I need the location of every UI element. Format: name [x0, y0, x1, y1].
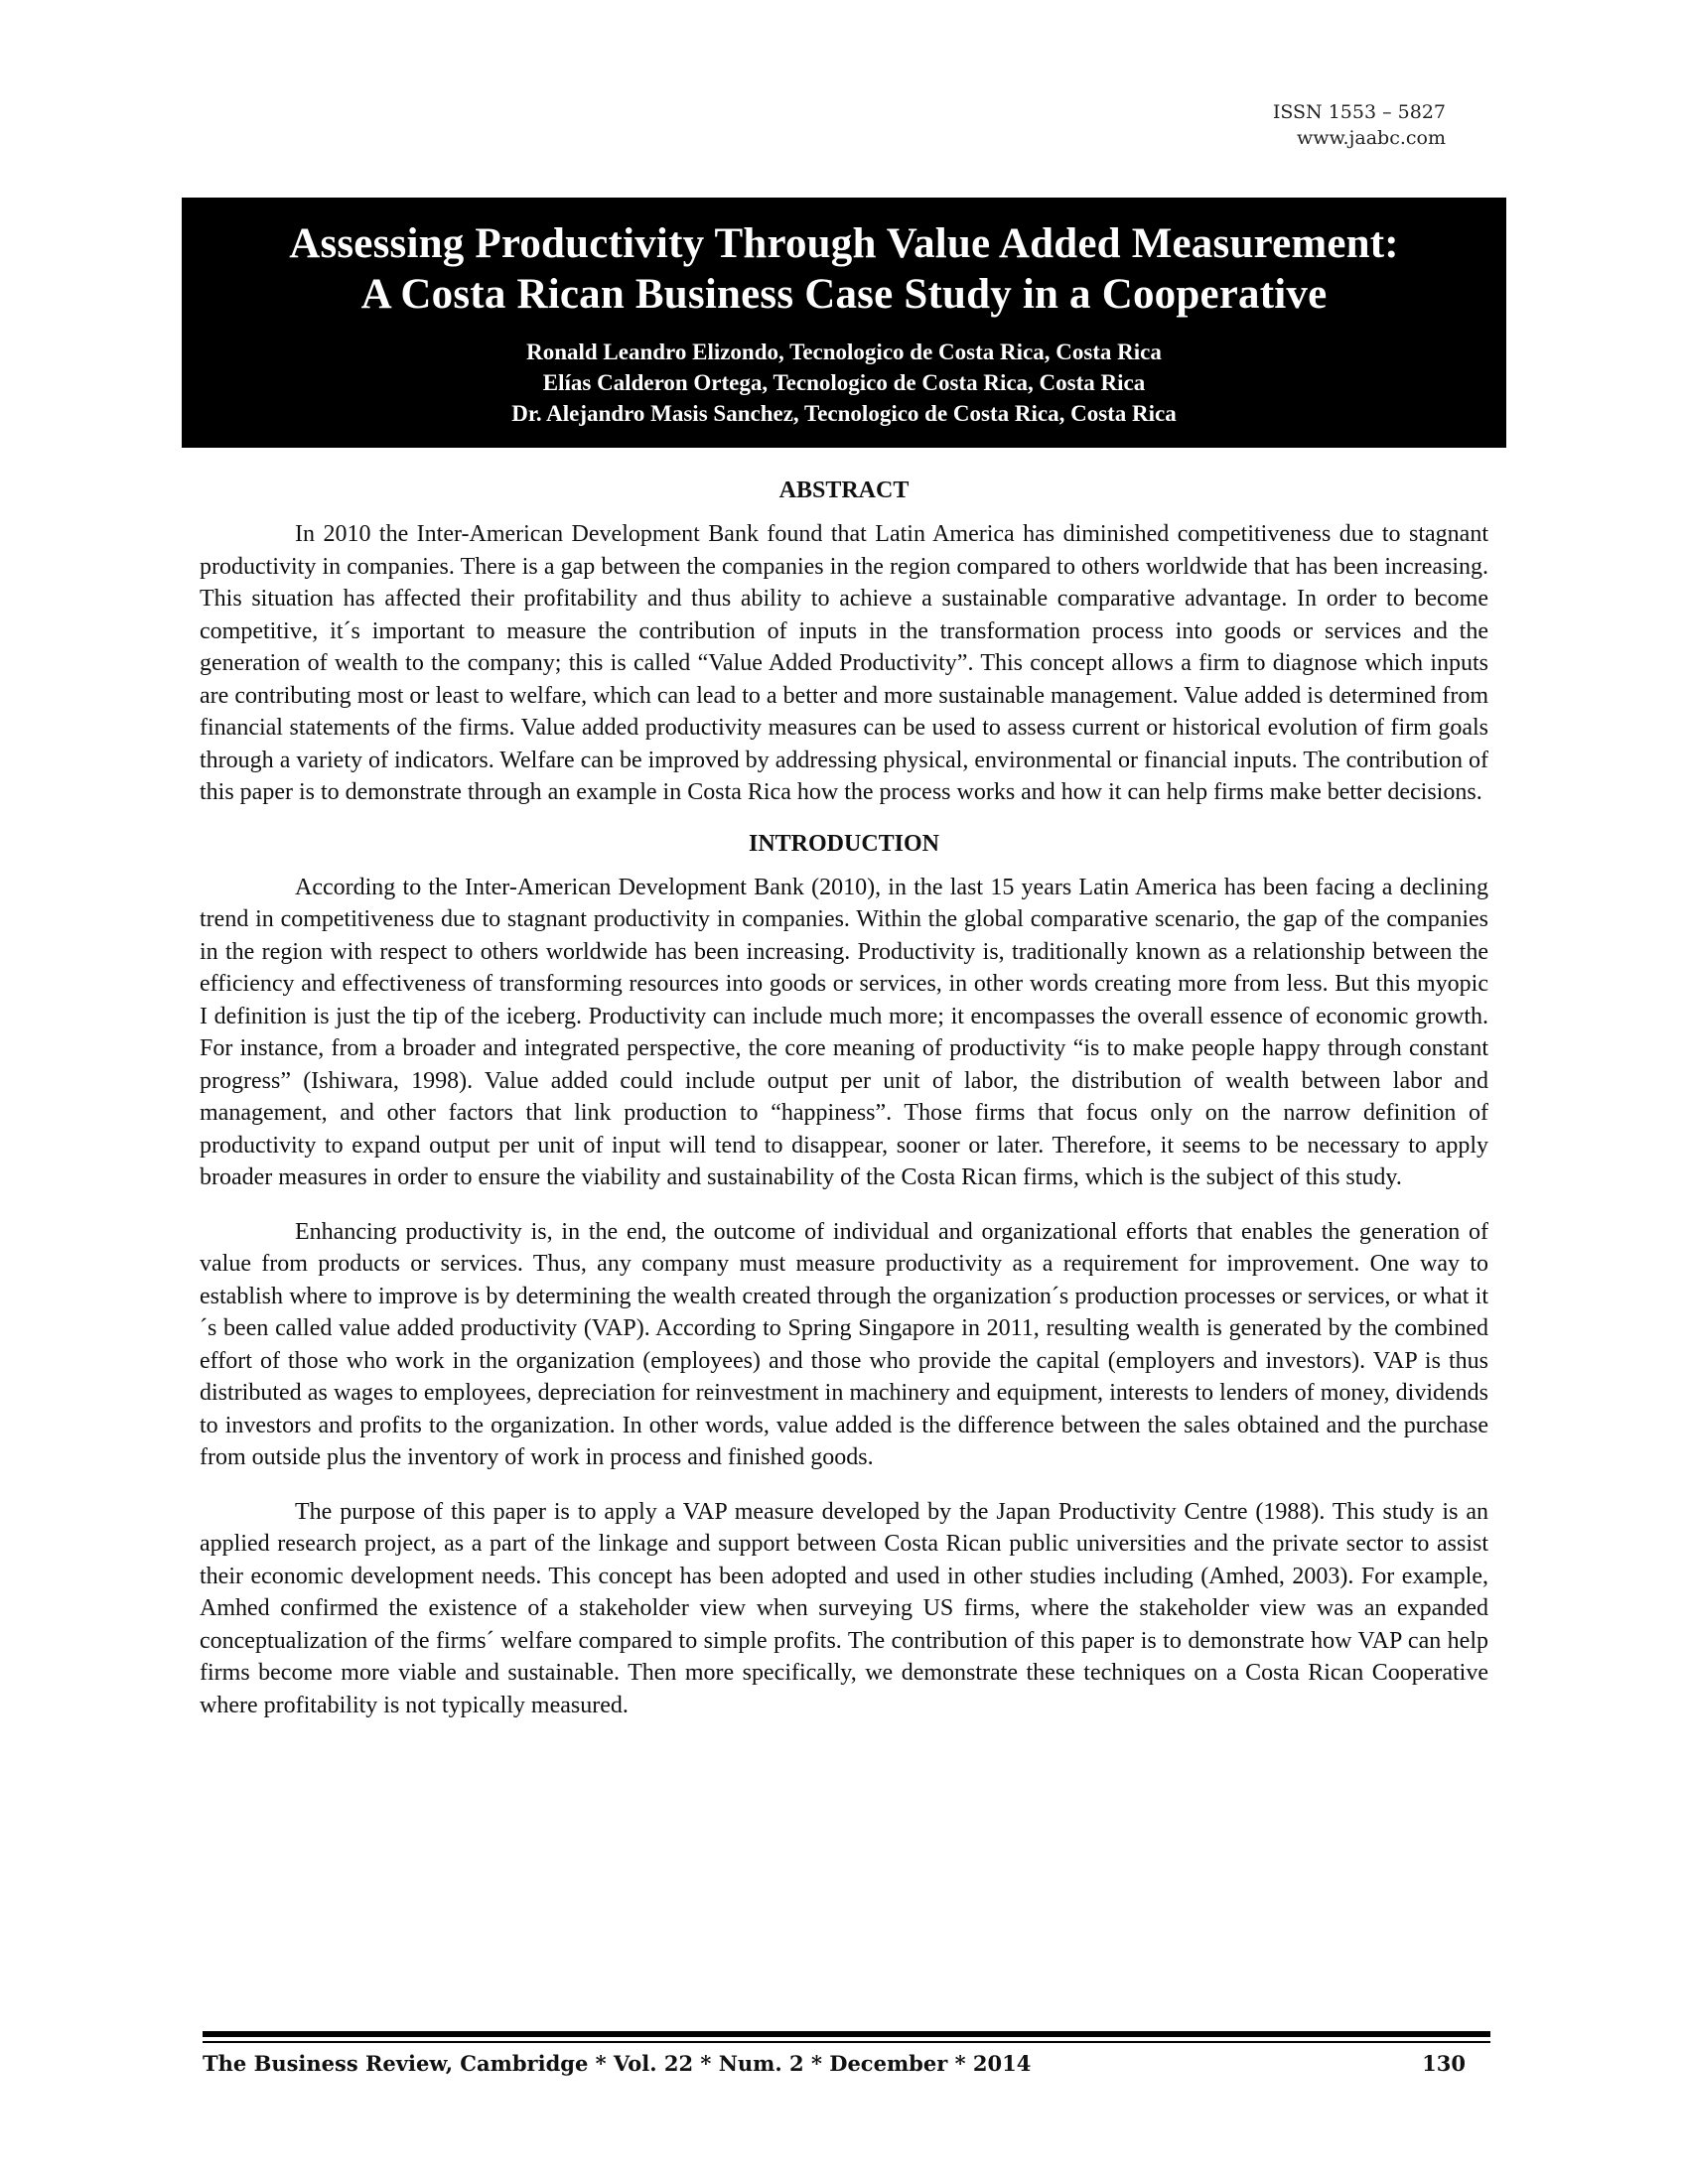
- paper-body: [200, 475, 1488, 1721]
- abstract-text: In 2010 the Inter-American Development Bank found that Latin America has diminished competitiveness due to stagnant productivity in companies. There is a gap between the companies in the region compared to others worldwide that has been increasing. This situation has affected their profitability and thus ability to achieve a sustainable comparative advantage. In order to become competitive, it´s important to measure the contribution of inputs in the transformation process into goods or services and the generation of wealth to the company; this is called “Value Added Productivity”. This concept allows a firm to diagnose which inputs are contributing most or least to welfare, which can lead to a better and more sustainable management. Value added is determined from financial statements of the firms. Value added productivity measures can be used to assess current or historical evolution of firm goals through a variety of indicators. Welfare can be improved by addressing physical, environmental or financial inputs. The contribution of this paper is to demonstrate through an example in Costa Rica how the process works and how it can help firms make better decisions.: [200, 521, 1488, 805]
- author-2: Elías Calderon Ortega, Tecnologico de Costa Rica, Costa Rica: [542, 370, 1146, 395]
- paper-title-line-2: A Costa Rican Business Case Study in a Cooperative: [360, 271, 1328, 318]
- author-list: [182, 337, 1506, 429]
- footer-journal-citation: The Business Review, Cambridge * Vol. 22 * Num. 2 * December * 2014: [203, 2051, 1032, 2076]
- abstract-heading: ABSTRACT: [778, 478, 910, 503]
- intro-paragraph-2: Enhancing productivity is, in the end, the outcome of individual and organizational efforts that enables the generation of value from products or services. Thus, any company must measure productivity as a requirement for improvement. One way to establish where to improve is by determining the wealth created through the organization´s production processes or services, or what it´s been called value added productivity (VAP). According to Spring Singapore in 2011, resulting wealth is generated by the combined effort of those who work in the organization (employees) and those who provide the capital (employers and investors). VAP is thus distributed as wages to employees, depreciation for reinvestment in machinery and equipment, interests to lenders of money, dividends to investors and profits to the organization. In other words, value added is the difference between the sales obtained and the purchase from outside plus the inventory of work in process and finished goods.: [200, 1218, 1488, 1470]
- introduction-heading: INTRODUCTION: [748, 830, 940, 857]
- journal-website: www.jaabc.com: [1296, 127, 1446, 149]
- intro-paragraph-1: According to the Inter-American Development Bank (2010), in the last 15 years Latin America has been facing a declining trend in competitiveness due to stagnant productivity in companies. Within the global comparative scenario, the gap of the companies in the region with respect to others worldwide has been increasing. Productivity is, traditionally known as a relationship between the efficiency and effectiveness of transforming resources into goods or services, in other words creating more from less. But this myopic I definition is just the tip of the iceberg. Productivity can include much more; it encompasses the overall essence of economic growth. For instance, from a broader and integrated perspective, the core meaning of productivity “is to make people happy through constant progress” (Ishiwara, 1998). Value added could include output per unit of labor, the distribution of wealth between labor and management, and other factors that link production to “happiness”. Those firms that focus only on the narrow definition of productivity to expand output per unit of input will tend to disappear, sooner or later. Therefore, it seems to be necessary to apply broader measures in order to ensure the viability and sustainability of the Costa Rican firms, which is the subject of this study.: [200, 874, 1488, 1190]
- intro-paragraph-3: The purpose of this paper is to apply a VAP measure developed by the Japan Productivity Centre (1988). This study is an applied research project, as a part of the linkage and support between Costa Rican public universities and the private sector to assist their economic development needs. This concept has been adopted and used in other studies including (Amhed, 2003). For example, Amhed confirmed the existence of a stakeholder view when surveying US firms, where the stakeholder view was an expanded conceptualization of the firms´ welfare compared to simple profits. The contribution of this paper is to demonstrate how VAP can help firms become more viable and sustainable. Then more specifically, we demonstrate these techniques on a Costa Rican Cooperative where profitability is not typically measured.: [200, 1498, 1488, 1718]
- journal-header: [1273, 99, 1446, 151]
- issn-number: ISSN 1553 – 5827: [1272, 101, 1446, 123]
- title-banner: [182, 198, 1506, 448]
- author-3: Dr. Alejandro Masis Sanchez, Tecnologico de Costa Rica, Costa Rica: [511, 401, 1177, 426]
- paper-title-line-1: Assessing Productivity Through Value Added Measurement:: [289, 220, 1399, 267]
- footer-rule-thin: [203, 2041, 1490, 2043]
- page-number: 130: [1422, 2051, 1466, 2076]
- footer-rule-thick: [203, 2031, 1490, 2037]
- author-1: Ronald Leandro Elizondo, Tecnologico de Costa Rica, Costa Rica: [526, 340, 1162, 364]
